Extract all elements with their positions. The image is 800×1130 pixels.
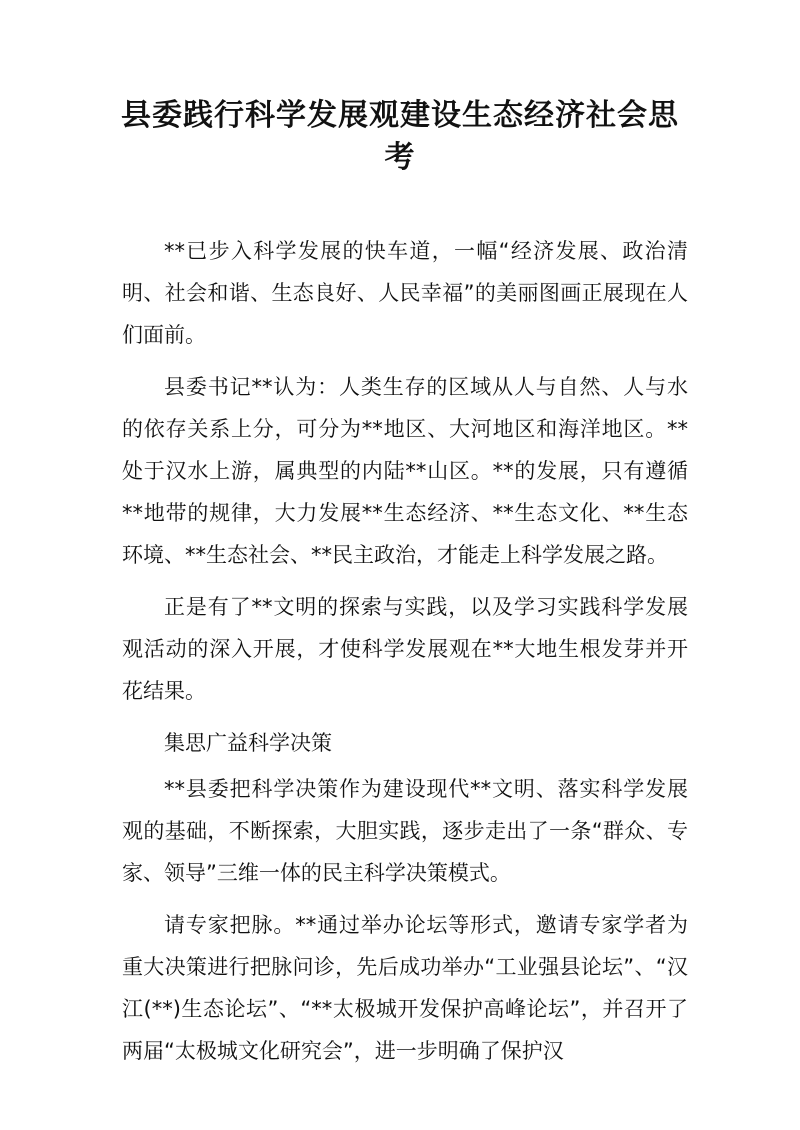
document-body <box>122 230 688 1082</box>
paragraph-decision-model: **县委把科学决策作为建设现代**文明、落实科学发展观的基础，不断探索，大胆实践，逐步走出了一条“群众、专家、领导”三维一体的民主科学决策模式。 <box>122 777 688 885</box>
paragraph-secretary-view: 县委书记**认为：人类生存的区域从人与自然、人与水的依存关系上分，可分为**地区、大河地区和海洋地区。**处于汉水上游，属典型的内陆**山区。**的发展，只有遵循**地带的规律，大力发展**生态经济、**生态文化、**生态环境、**生态社会、**民主政治，才能走上科学发展之路。 <box>122 375 688 567</box>
section-heading: 集思广益科学决策 <box>164 731 332 755</box>
paragraph-intro: **已步入科学发展的快车道，一幅“经济发展、政治清明、社会和谐、生态良好、人民幸福”的美丽图画正展现在人们面前。 <box>122 239 688 347</box>
paragraph-practice: 正是有了**文明的探索与实践，以及学习实践科学发展观活动的深入开展，才使科学发展观在**大地生根发芽并开花结果。 <box>122 595 688 703</box>
document-title: 县委践行科学发展观建设生态经济社会思考 <box>121 98 679 175</box>
paragraph-expert-consult: 请专家把脉。**通过举办论坛等形式，邀请专家学者为重大决策进行把脉问诊，先后成功举办“工业强县论坛”、“汉江(**)生态论坛”、“**太极城开发保护高峰论坛”，并召开了两届“太极城文化研究会”，进一步明确了保护汉 <box>122 913 688 1063</box>
